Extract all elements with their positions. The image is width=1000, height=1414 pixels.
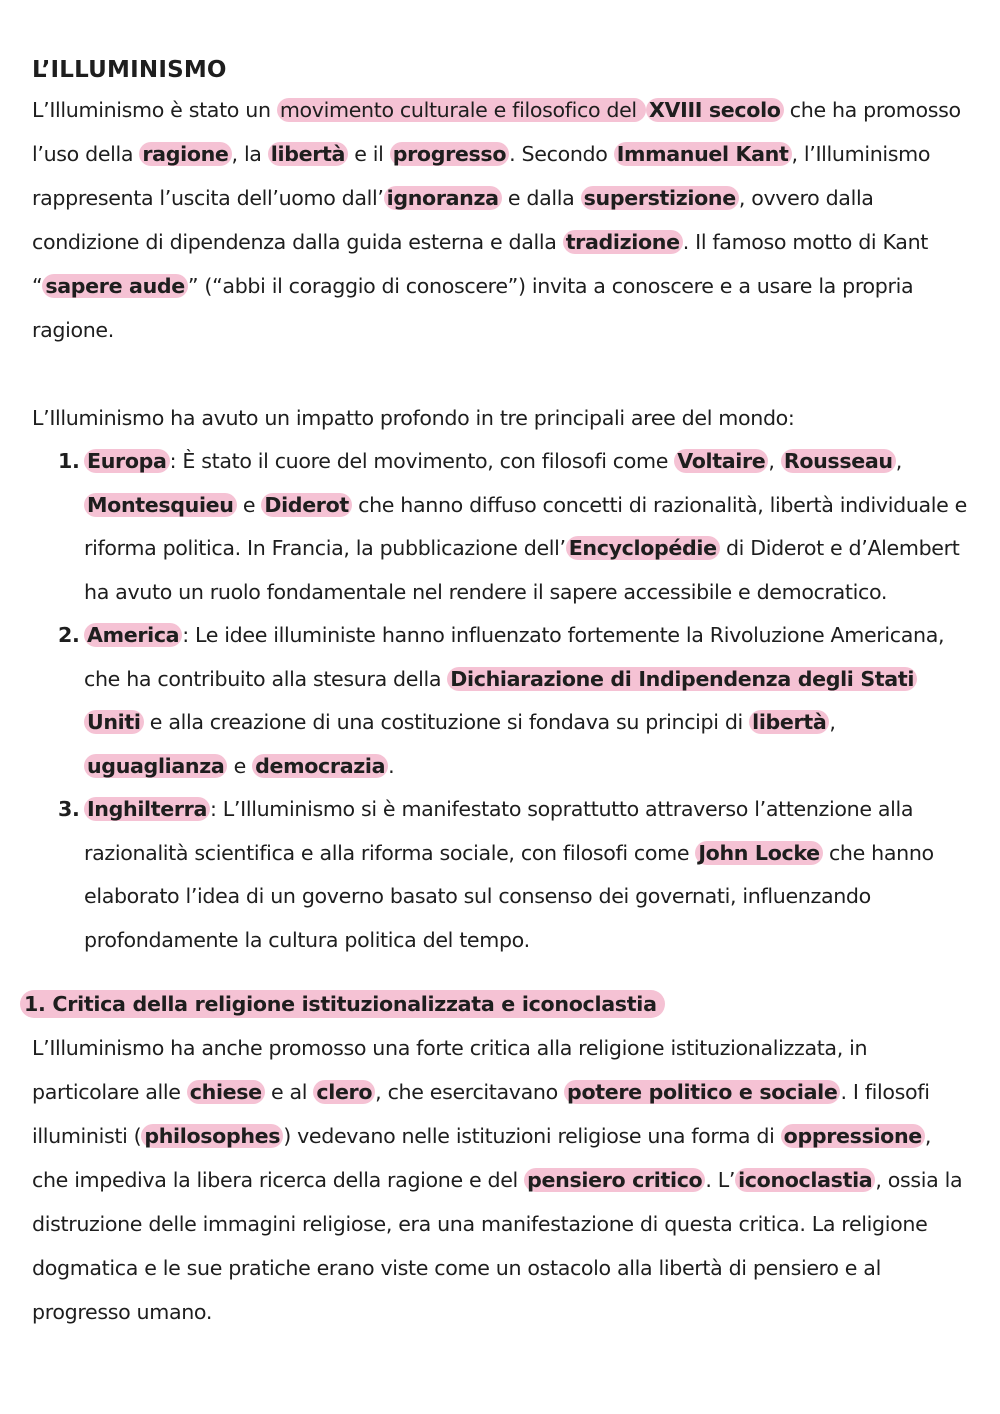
section-paragraph: L’Illuminismo ha anche promosso una forte critica alla religione istituzionalizzata, in particolare alle chiese e al clero , che esercitavano potere politico e sociale . I filosofi illuministi ( philosophes ) vedevano nelle istituzioni religiose una forma di oppressione , che impediva la libera ricerca della ragione e del pensiero critico . L’ iconoclastia , ossia la distruzione delle immagini religiose, era una manifestazione di questa critica. La religione dogmatica e le sue pratiche erano viste come un ostacolo alla libertà di pensiero e al progresso umano. xyxy=(32,1036,963,1324)
areas-intro: L’Illuminismo ha avuto un impatto profondo in tre principali aree del mondo: xyxy=(32,406,795,430)
intro-paragraph: L’Illuminismo è stato un movimento culturale e filosofico del XVIII secolo che ha promosso l’uso della ragione , la libertà e il progresso . Secondo Immanuel Kant , l’Illuminismo rappresenta l’uscita dell’uomo dall’ ignoranza e dalla superstizione , ovvero dalla condizione di dipendenza dalla guida esterna e dalla tradizione . Il famoso motto di Kant “ sapere aude ” (“abbi il coraggio di conoscere”) invita a conoscere e a usare la propria ragione. xyxy=(32,98,961,342)
section-heading: 1. Critica della religione istituzionalizzata e iconoclastia xyxy=(32,982,970,1026)
list-item: 2. America : Le idee illuministe hanno influenzato fortemente la Rivoluzione Americana, che ha contribuito alla stesura della Dichiarazione di Indipendenza degli Stati Uniti e alla creazione di una costituzione si fondava su principi di libertà , uguaglianza e democrazia . xyxy=(58,623,945,778)
page-title: L’ILLUMINISMO xyxy=(32,57,227,83)
areas-list xyxy=(32,440,970,962)
list-item: 1. Europa : È stato il cuore del movimento, con filosofi come Voltaire , Rousseau , Montesquieu e Diderot che hanno diffuso concetti di razionalità, libertà individuale e riforma politica. In Francia, la pubblicazione dell’ Encyclopédie di Diderot e d’Alembert ha avuto un ruolo fondamentale nel rendere il sapere accessibile e democratico. xyxy=(58,449,967,604)
list-item: 3. Inghilterra : L’Illuminismo si è manifestato soprattutto attraverso l’attenzione alla razionalità scientifica e alla riforma sociale, con filosofi come John Locke che hanno elaborato l’idea di un governo basato sul consenso dei governati, influenzando profondamente la cultura politica del tempo. xyxy=(58,797,934,952)
